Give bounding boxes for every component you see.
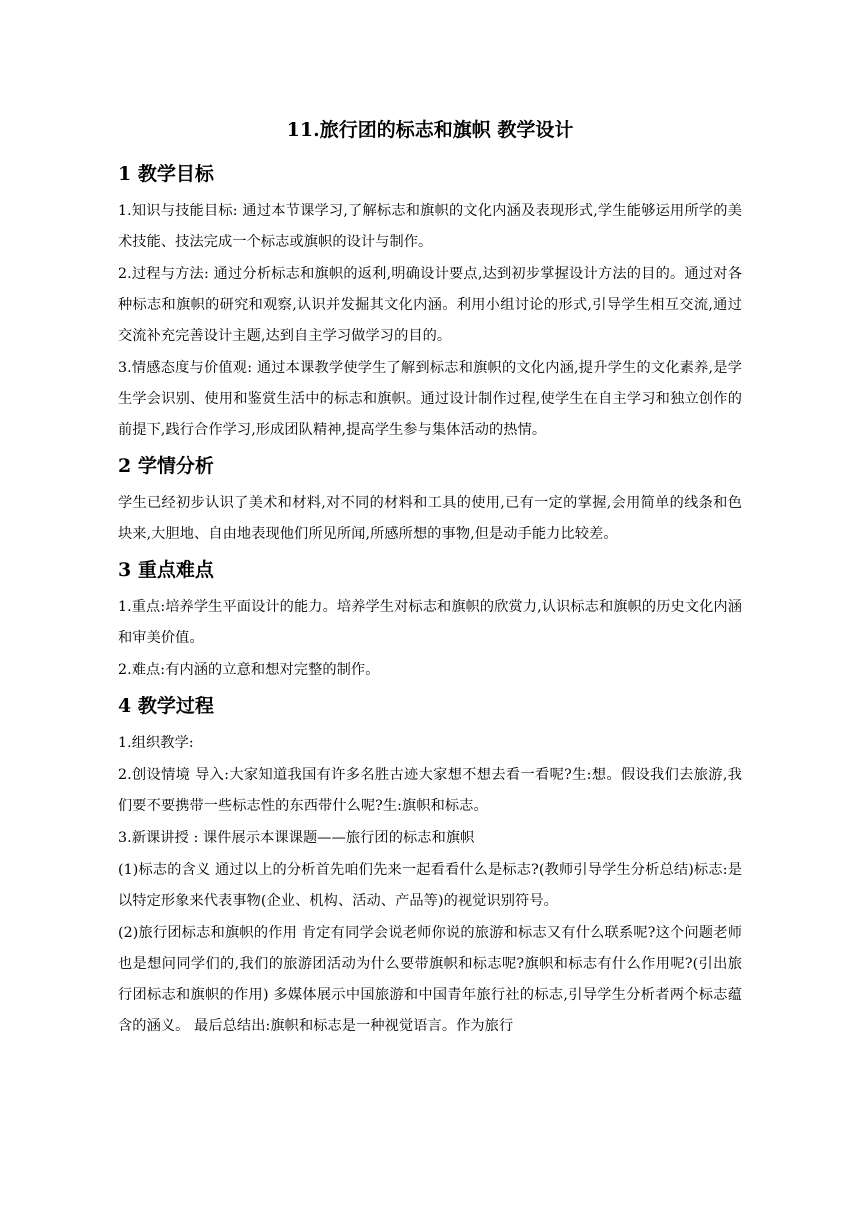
section-key-difficulties (118, 556, 742, 686)
paragraph: 2.创设情境 导入:大家知道我国有许多名胜古迹大家想不想去看一看呢?生:想。假设我们去旅游,我们要不要携带一些标志性的东西带什么呢?生:旗帜和标志。 (118, 767, 742, 814)
section-student-analysis (118, 452, 742, 550)
section-teaching-process (118, 692, 742, 1042)
section-heading: 1 教学目标 (118, 163, 214, 185)
paragraph: 1.重点:培养学生平面设计的能力。培养学生对标志和旗帜的欣赏力,认识标志和旗帜的历史文化内涵和审美价值。 (118, 599, 742, 646)
paragraph: 1.组织教学: (118, 735, 194, 751)
paragraph: 2.难点:有内涵的立意和想对完整的制作。 (118, 662, 380, 678)
paragraph: 3.情感态度与价值观: 通过本课教学使学生了解到标志和旗帜的文化内涵,提升学生的文化素养,是学生学会识别、使用和鉴赏生活中的标志和旗帜。通过设计制作过程,使学生在自主学习和独立创作的前提下,践行合作学习,形成团队精神,提高学生参与集体活动的热情。 (118, 360, 742, 438)
paragraph: 1.知识与技能目标: 通过本节课学习,了解标志和旗帜的文化内涵及表现形式,学生能够运用所学的美术技能、技法完成一个标志或旗帜的设计与制作。 (118, 203, 742, 250)
paragraph: 2.过程与方法: 通过分析标志和旗帜的返利,明确设计要点,达到初步掌握设计方法的目的。通过对各种标志和旗帜的研究和观察,认识并发掘其文化内涵。利用小组讨论的形式,引导学生相互交流,通过交流补充完善设计主题,达到自主学习做学习的目的。 (118, 266, 742, 344)
section-heading: 2 学情分析 (118, 455, 214, 477)
paragraph: (1)标志的含义 通过以上的分析首先咱们先来一起看看什么是标志?(教师引导学生分析总结)标志:是以特定形象来代表事物(企业、机构、活动、产品等)的视觉识别符号。 (118, 862, 742, 909)
paragraph: (2)旅行团标志和旗帜的作用 肯定有同学会说老师你说的旅游和标志又有什么联系呢?这个问题老师也是想问同学们的,我们的旅游团活动为什么要带旗帜和标志呢?旗帜和标志有什么作用呢?(引出旅行团标志和旗帜的作用) 多媒体展示中国旅游和中国青年旅行社的标志,引导学生分析者两个标志蕴含的涵义。 最后总结出:旗帜和标志是一种视觉语言。作为旅行 (118, 925, 742, 1034)
section-teaching-goals (118, 160, 742, 446)
document-title: 11.旅行团的标志和旗帜 教学设计 (286, 119, 574, 141)
paragraph: 3.新课讲授 : 课件展示本课课题——旅行团的标志和旗帜 (118, 830, 475, 846)
section-heading: 3 重点难点 (118, 559, 214, 581)
section-heading: 4 教学过程 (118, 695, 214, 717)
paragraph: 学生已经初步认识了美术和材料,对不同的材料和工具的使用,已有一定的掌握,会用简单的线条和色块来,大胆地、自由地表现他们所见所闻,所感所想的事物,但是动手能力比较差。 (118, 495, 742, 542)
